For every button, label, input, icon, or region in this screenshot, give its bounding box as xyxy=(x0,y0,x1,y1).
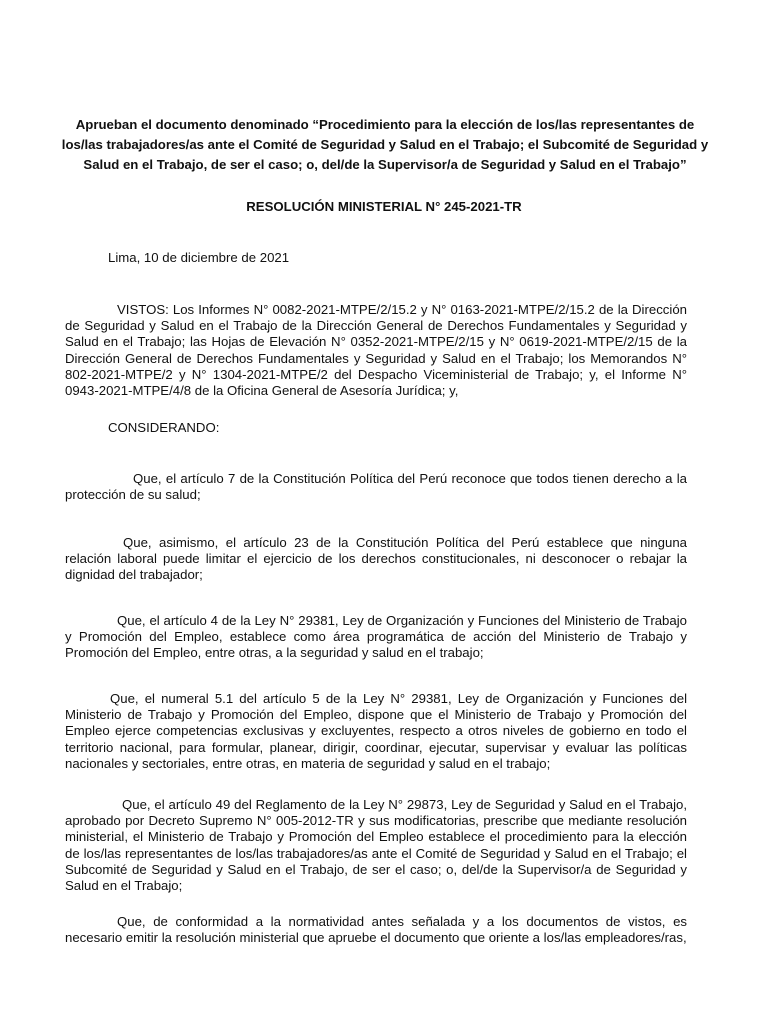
resolution-number: RESOLUCIÓN MINISTERIAL N° 245-2021-TR xyxy=(246,199,522,214)
vistos-paragraph: VISTOS: Los Informes N° 0082-2021-MTPE/2/15.2 y N° 0163-2021-MTPE/2/15.2 de la Dirección de Seguridad y Salud en el Trabajo de la Dirección General de Derechos Fundamentales y Seguridad y Salud en el Trabajo; las Hojas de Elevación N° 0352-2021-MTPE/2/15 y N° 0619-2021-MTPE/2/15 de la Dirección General de Derechos Fundamentales y Seguridad y Salud en el Trabajo; los Memorandos N° 802-2021-MTPE/2 y N° 1304-2021-MTPE/2 del Despacho Viceministerial de Trabajo; y, el Informe N° 0943-2021-MTPE/4/8 de la Oficina General de Asesoría Jurídica; y, xyxy=(65,302,687,399)
considerando-paragraph-5: Que, el artículo 49 del Reglamento de la Ley N° 29873, Ley de Seguridad y Salud en el Trabajo, aprobado por Decreto Supremo N° 005-2012-TR y sus modificatorias, prescribe que mediante resolución ministerial, el Ministerio de Trabajo y Promoción del Empleo establece el procedimiento para la elección de los/las representantes de los/las trabajadores/as ante el Comité de Seguridad y Salud en el Trabajo; el Subcomité de Seguridad y Salud en el Trabajo, de ser el caso; o, del/de la Supervisor/a de Seguridad y Salud en el Trabajo; xyxy=(65,797,687,894)
considerando-paragraph-1: Que, el artículo 7 de la Constitución Política del Perú reconoce que todos tienen derecho a la protección de su salud; xyxy=(65,471,687,503)
considerando-heading: CONSIDERANDO: xyxy=(108,420,220,435)
document-title: Aprueban el documento denominado “Procedimiento para la elección de los/las representantes de los/las trabajadores/as ante el Comité de Seguridad y Salud en el Trabajo; el Subcomité de Seguridad y Salud en el Trabajo, de ser el caso; o, del/de la Supervisor/a de Seguridad y Salud en el Trabajo” xyxy=(61,117,709,172)
considerando-paragraph-2: Que, asimismo, el artículo 23 de la Constitución Política del Perú establece que ninguna relación laboral puede limitar el ejercicio de los derechos constitucionales, ni desconocer o rebajar la dignidad del trabajador; xyxy=(65,535,687,583)
considerando-paragraph-6: Que, de conformidad a la normatividad antes señalada y a los documentos de vistos, es necesario emitir la resolución ministerial que apruebe el documento que oriente a los/las empleadores/ras, xyxy=(65,914,687,946)
date-line: Lima, 10 de diciembre de 2021 xyxy=(108,250,290,265)
considerando-paragraph-4: Que, el numeral 5.1 del artículo 5 de la Ley N° 29381, Ley de Organización y Funciones del Ministerio de Trabajo y Promoción del Empleo, dispone que el Ministerio de Trabajo y Promoción del Empleo ejerce competencias exclusivas y excluyentes, respecto a otros niveles de gobierno en todo el territorio nacional, para formular, planear, dirigir, coordinar, ejecutar, supervisar y evaluar las políticas nacionales y sectoriales, entre otras, en materia de seguridad y salud en el trabajo; xyxy=(65,691,687,771)
considerando-paragraph-3: Que, el artículo 4 de la Ley N° 29381, Ley de Organización y Funciones del Ministerio de Trabajo y Promoción del Empleo, establece como área programática de acción del Ministerio de Trabajo y Promoción del Empleo, entre otras, a la seguridad y salud en el trabajo; xyxy=(65,613,687,661)
